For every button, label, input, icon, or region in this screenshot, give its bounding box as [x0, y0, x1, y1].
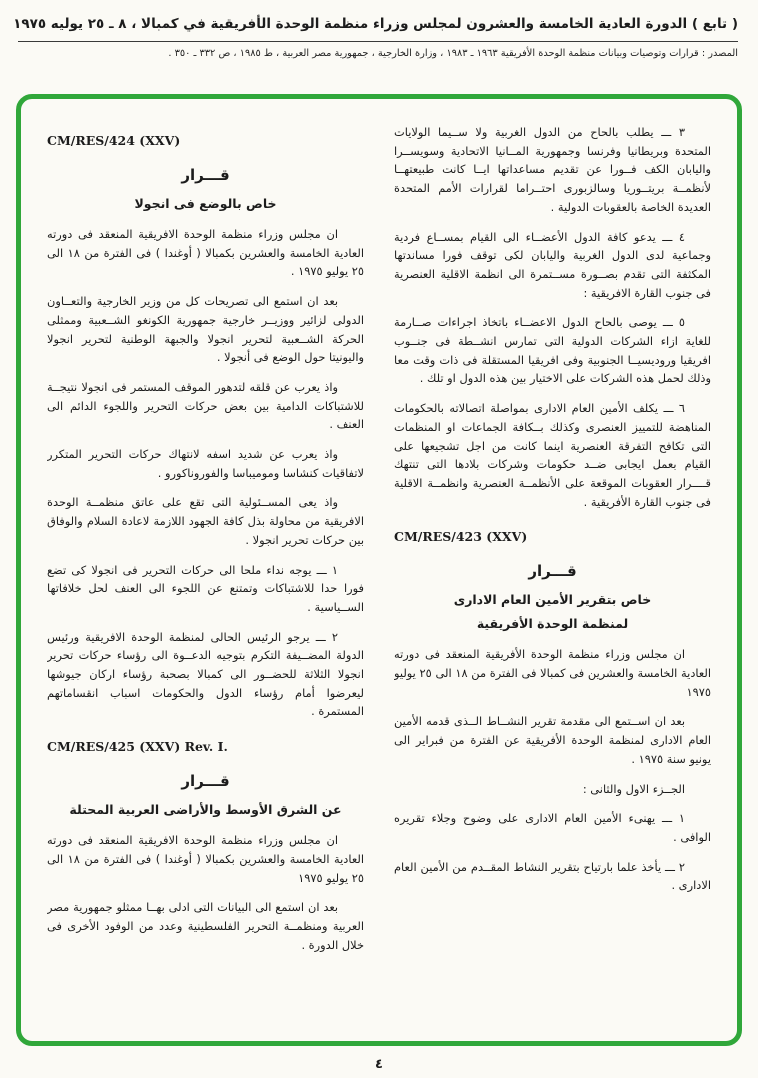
resolution-code: CM/RES/424 (XXV) [47, 133, 181, 148]
paragraph: بعد ان استمع الى تصريحات كل من وزير الخارجية والتعــاون الدولى لزائير ووزيــر خارجية جمهورية الكونغو الشــعبية وممثلى الحركة الشــعبية لتحرير انجولا والجبهة الوطنية لتحرير انجولا واليونيتا حول الوضع فى أنجولا . [47, 294, 364, 365]
column-right [394, 123, 711, 1025]
paragraph: ٣ ـــ يطلب بالحاح من الدول الغربية ولا ســيما الولايات المتحدة وبريطانيا وفرنسا وجمهورية المــانيا الاتحادية وسويســرا واليابان الكف فــورا عن تقديم مساعداتها ايــا كانت طبيعتهــا لأنظمــة بريتــوريا وسالزبورى احتــراما لقرارات الأمم المتحدة العديدة الخاصة بالعقوبات الدولية . [394, 125, 711, 214]
paragraph: بعد ان استمع الى البيانات التى ادلى بهــا ممثلو جمهورية مصر العربية ومنظمــة التحرير الفلسطينية وعدد من الوفود الأخرى فى خلال الدورة . [47, 900, 364, 952]
page-number: ٤ [375, 1057, 383, 1072]
paragraph: ٢ ـــ يأخذ علما بارتياح بتقرير النشاط المقــدم من الأمين العام الادارى . [394, 859, 711, 893]
paragraph: ان مجلس وزراء منظمة الوحدة الافريقية المنعقد فى دورته العادية الخامسة والعشرين بكمبالا ( أوغندا ) فى الفترة من ١٨ الى ٢٥ يوليو ١٩٧٥ . [47, 227, 364, 279]
resolution-code: CM/RES/423 (XXV) [394, 529, 528, 545]
paragraph: الجــزء الاول والثانى : [582, 781, 685, 796]
resolution-subtitle: لمنظمة الوحدة الأفريقية [476, 616, 629, 632]
header-divider [18, 41, 738, 42]
paragraph: ٢ ـــ يرجو الرئيس الحالى لمنظمة الوحدة الافريقية ورئيس الدولة المضــيفة التكرم بتوجيه الدعــوة الى رؤساء حركات تحرير انجولا الثلاثة للحضــور الى كمبالا بصحبة رؤساء اركان جيوشها ليعرضوا أمام رؤساء الدول والحكومات اسباب انقساماتهم المستمرة . [47, 629, 364, 719]
resolution-code: CM/RES/425 (XXV) Rev. I. [47, 739, 228, 755]
green-border-frame [16, 94, 742, 1046]
source-citation: المصدر : قرارات وتوصيات وبيانات منظمة الوحدة الأفريقية ١٩٦٣ ـ ١٩٨٣ ، وزارة الخارجية ، جمهورية مصر العربية ، ط ١٩٨٥ ، ص ٣٣٢ ـ ٣٥٠ . [168, 48, 738, 59]
paragraph: ١ ـــ يوجه نداء ملحا الى حركات التحرير فى انجولا كى تضع فورا حدا للاشتباكات وتمتنع عن اللجوء الى العنف لحل خلافاتها الســياسية . [47, 562, 364, 614]
paragraph: ان مجلس وزراء منظمة الوحدة الأفريقية المنعقد فى دورته العادية الخامسة والعشرين فى كمبالا فى الفترة من ١٨ الى ٢٥ يوليو ١٩٧٥ [394, 647, 711, 699]
page-header [13, 16, 738, 59]
two-column-layout [21, 99, 737, 1041]
paragraph: بعد ان اســتمع الى مقدمة تقرير النشــاط الــذى قدمه الأمين العام الادارى لمنظمة الوحدة الأفريقية عن الفترة من فبراير الى يونيو سنة ١٩٧٥ . [394, 714, 711, 766]
resolution-subtitle: عن الشرق الأوسط والأراضى العربية المحتلة [69, 802, 342, 818]
paragraph: ١ ـــ يهنىء الأمين العام الادارى على وضوح وجلاء تقريره الوافى . [394, 811, 711, 844]
paragraph: ان مجلس وزراء منظمة الوحدة الافريقية المنعقد فى دورته العادية الخامسة والعشرين بكمبالا ( أوغندا ) فى الفترة من ١٨ الى ٢٥ يوليو ١٩٧٥ [47, 833, 364, 885]
paragraph: ٥ ـــ يوصى بالحاح الدول الاعضــاء باتخاذ اجراءات صــارمة للغاية ازاء الشركات الدولية التى تمارس انشــطة فى جنــوب افريقيا وروديسيــا الجنوبية وفى افريقيا المستقلة فى ذات وقت معا وذلك لحمل هذه الشركات على الاختيار بين هذه الدول او تلك . [394, 315, 711, 386]
document-title: ( تابع ) الدورة العادية الخامسة والعشرون لمجلس وزراء منظمة الوحدة الأفريقية في كمبالا ، ٨ ـ ٢٥ يوليه ١٩٧٥ [13, 16, 738, 32]
resolution-title: قـــرار [181, 166, 230, 184]
resolution-title: قـــرار [528, 562, 577, 581]
paragraph: واذ يعرب عن شديد اسفه لانتهاك حركات التحرير المتكرر لاتفاقيات كنشاسا وموميباسا والفوروناكورو . [47, 447, 364, 480]
resolution-title: قـــرار [181, 772, 230, 791]
resolution-subtitle: خاص بتقرير الأمين العام الادارى [453, 592, 652, 608]
paragraph: ٤ ـــ يدعو كافة الدول الأعضــاء الى القيام بمســاع فردية وجماعية لدى الدول الغربية واليابان لكى توقف فورا مساندتها المكثفة التى تقدم بصــورة مســتمرة الى انظمة الاقلية العنصرية فى جنوب القارة الافريقية : [394, 229, 711, 300]
paragraph: ٦ ـــ يكلف الأمين العام الادارى بمواصلة اتصالاته بالحكومات المناهضة للتمييز العنصرى وكذلك بــكافة الجماعات او المنظمات التى تكافح التفرقة العنصرية اينما كانت من اجل تشجيعها على القيام بعمل ايجابى ضــد حكومات وشركات بلادها التى تنتهك قــــرار العقوبات الموقعة على الأنظمــة العنصرية وانظمــة الاقلية فى جنوب القارة الأفريقية . [394, 401, 711, 509]
paragraph: واذ يعرب عن قلقه لتدهور الموقف المستمر فى انجولا نتيجــة للاشتباكات الدامية بين بعض حركات التحرير واللجوء الدائم الى العنف . [47, 379, 364, 432]
column-left [47, 123, 364, 1025]
page-footer [0, 1053, 758, 1072]
resolution-subtitle: خاص بالوضع فى انجولا [134, 196, 277, 211]
paragraph: واذ يعى المســئولية التى تقع على عاتق منظمــة الوحدة الافريقية من محاولة بذل كافة الجهود اللازمة لاعادة السلام والوفاق بين حركات تحرير انجولا . [47, 495, 364, 547]
